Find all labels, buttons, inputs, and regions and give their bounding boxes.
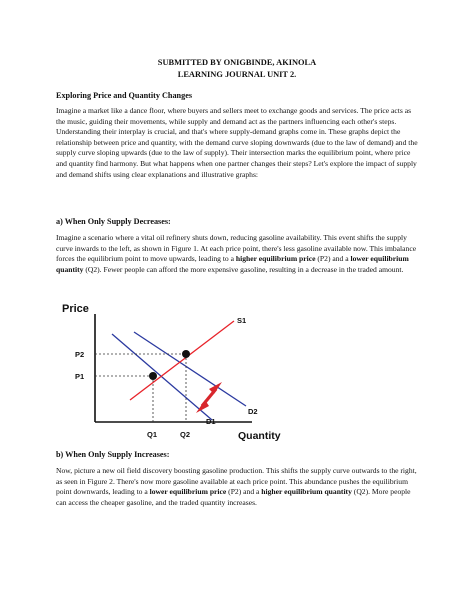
author-line: SUBMITTED BY ONIGBINDE, AKINOLA	[157, 58, 317, 67]
equilibrium-point-2	[182, 350, 190, 358]
text-run: (P2) and a	[226, 487, 262, 497]
text-run: (Q2). Fewer people can afford the more expensive gasoline, resulting in a decrease in the traded amount.	[83, 264, 404, 274]
text-run: Imagine a scenario where a vital oil refinery shuts down, reducing gasoline availability. This event shifts the supply curve inwards to the left, as shown in Figure 1. At each price point, there's less gasoline available now. This imbalance forces the equilibrium point to move upwards, leading to a	[56, 233, 417, 264]
bold-term: lower equilibrium quantity	[56, 254, 409, 274]
section-title: Exploring Price and Quantity Changes	[56, 91, 193, 100]
text-run: Now, picture a new oil field discovery boosting gasoline production. This shifts the supply curve outwards to the right, as seen in Figure 2. There's now more gasoline available at each price point. This abundance pushes the equilibrium point downwards, leading to a	[56, 466, 417, 497]
supply-demand-graph	[56, 296, 281, 442]
section-b-paragraph	[56, 466, 418, 508]
s1-label: S1	[237, 316, 247, 325]
p2-tick-label: P2	[75, 350, 85, 359]
journal-title: LEARNING JOURNAL UNIT 2.	[177, 70, 297, 79]
d1-label: D1	[206, 417, 216, 426]
bold-term: lower equilibrium price	[149, 487, 227, 497]
text-run: (P2) and a	[315, 254, 351, 264]
equilibrium-point-1	[149, 372, 157, 380]
d2-label: D2	[248, 407, 258, 416]
text-run: (Q2). More people can access the cheaper gasoline, and the traded quantity increases.	[56, 487, 411, 507]
q2-tick-label: Q2	[180, 430, 191, 439]
q1-tick-label: Q1	[147, 430, 158, 439]
y-axis-label: Price	[62, 303, 89, 315]
p1-tick-label: P1	[75, 372, 85, 381]
shift-arrow-icon	[196, 382, 222, 413]
bold-term: higher equilibrium price	[235, 254, 316, 264]
demand-curve-d2	[134, 332, 246, 406]
section-b-heading: b) When Only Supply Increases:	[56, 450, 170, 459]
bold-term: higher equilibrium quantity	[261, 487, 352, 497]
section-a-paragraph	[56, 233, 418, 275]
section-a-heading: a) When Only Supply Decreases:	[56, 217, 171, 226]
x-axis-label: Quantity	[238, 430, 281, 442]
demand-curve-d1	[112, 334, 212, 420]
figure-1-supply-decrease	[56, 296, 281, 442]
intro-paragraph: Imagine a market like a dance floor, where buyers and sellers meet to exchange goods and services. The price acts as the music, guiding their movements, while supply and demand act as the partners influencing each other's steps. Understanding their interplay is crucial, and that's where supply-demand graphs come in. These graphs depict the relationship between price and quantity, with the demand curve sloping downwards (due to the law of demand) and the supply curve sloping upwards (due to the law of supply). Their intersection marks the equilibrium point, where price and quantity find harmony. But what happens when one partner changes their steps? Let's explore the impact of supply and demand shifts using clear explanations and illustrative graphs:	[56, 106, 418, 179]
